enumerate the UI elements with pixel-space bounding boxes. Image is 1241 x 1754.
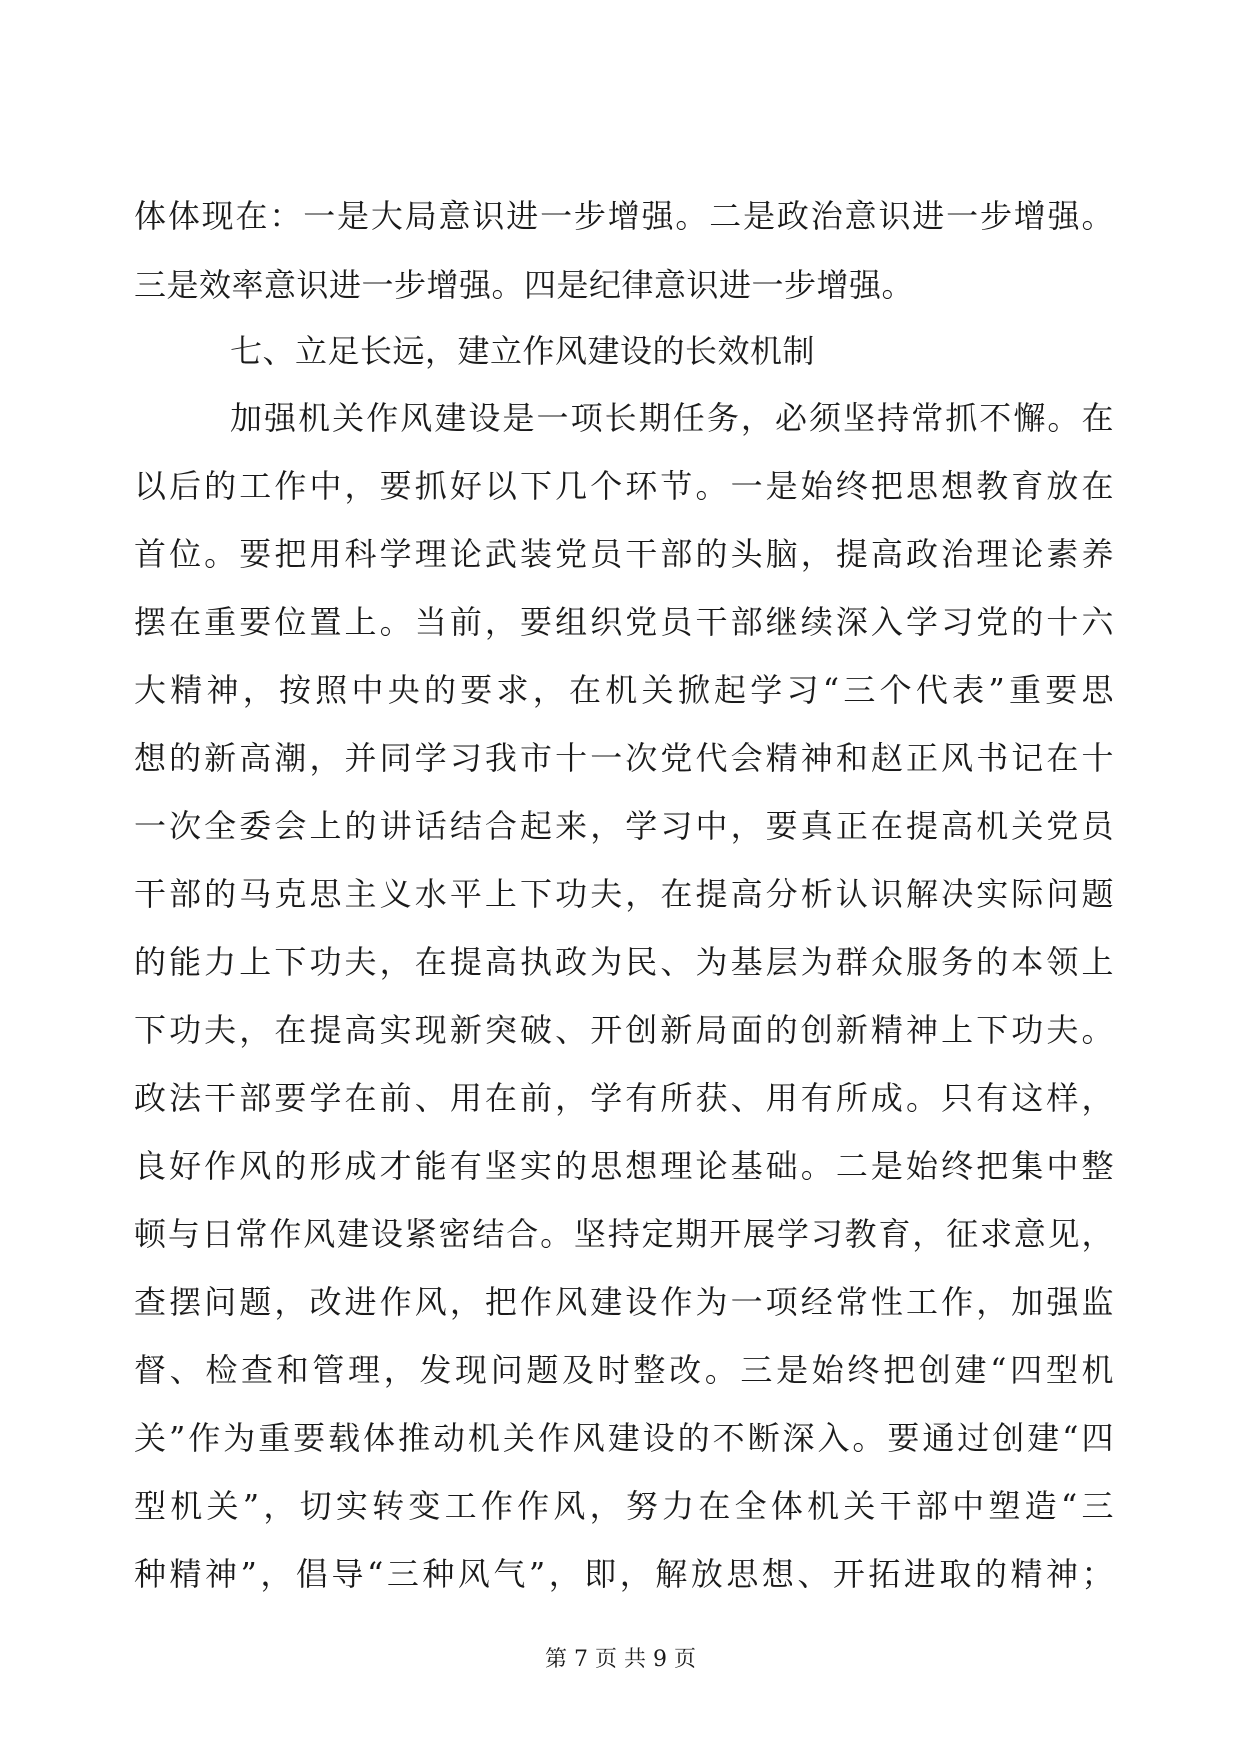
section-heading: 七、立足长远，建立作风建设的长效机制 [230, 332, 816, 370]
text-line: 的能力上下功夫，在提高执政为民、为基层为群众服务的本领上 [134, 943, 1114, 981]
text-line: 查摆问题，改进作风，把作风建设作为一项经常性工作，加强监 [134, 1283, 1114, 1321]
text-line: 加强机关作风建设是一项长期任务，必须坚持常抓不懈。在 [230, 399, 1114, 437]
text-line: 督、检查和管理，发现问题及时整改。三是始终把创建“四型机 [134, 1351, 1114, 1389]
text-line: 型机关”，切实转变工作作风，努力在全体机关干部中塑造“三 [134, 1487, 1114, 1525]
text-line: 顿与日常作风建设紧密结合。坚持定期开展学习教育，征求意见， [134, 1215, 1114, 1253]
text-line: 大精神，按照中央的要求，在机关掀起学习“三个代表”重要思 [134, 671, 1114, 709]
text-line: 一次全委会上的讲话结合起来，学习中，要真正在提高机关党员 [134, 807, 1114, 845]
text-line: 种精神”，倡导“三种风气”，即，解放思想、开拓进取的精神； [134, 1555, 1114, 1593]
text-line: 良好作风的形成才能有坚实的思想理论基础。二是始终把集中整 [134, 1147, 1114, 1185]
text-line: 关”作为重要载体推动机关作风建设的不断深入。要通过创建“四 [134, 1419, 1114, 1457]
text-line: 首位。要把用科学理论武装党员干部的头脑，提高政治理论素养 [134, 535, 1114, 573]
text-line: 体体现在：一是大局意识进一步增强。二是政治意识进一步增强。 [134, 197, 1114, 235]
text-line: 政法干部要学在前、用在前，学有所获、用有所成。只有这样， [134, 1079, 1114, 1117]
page-number-footer: 第 7 页 共 9 页 [545, 1647, 696, 1672]
text-line: 摆在重要位置上。当前，要组织党员干部继续深入学习党的十六 [134, 603, 1114, 641]
text-line: 三是效率意识进一步增强。四是纪律意识进一步增强。 [134, 266, 915, 304]
text-line: 想的新高潮，并同学习我市十一次党代会精神和赵正风书记在十 [134, 739, 1114, 777]
text-line: 下功夫，在提高实现新突破、开创新局面的创新精神上下功夫。 [134, 1011, 1114, 1049]
text-line: 以后的工作中，要抓好以下几个环节。一是始终把思想教育放在 [134, 467, 1114, 505]
text-line: 干部的马克思主义水平上下功夫，在提高分析认识解决实际问题 [134, 875, 1114, 913]
